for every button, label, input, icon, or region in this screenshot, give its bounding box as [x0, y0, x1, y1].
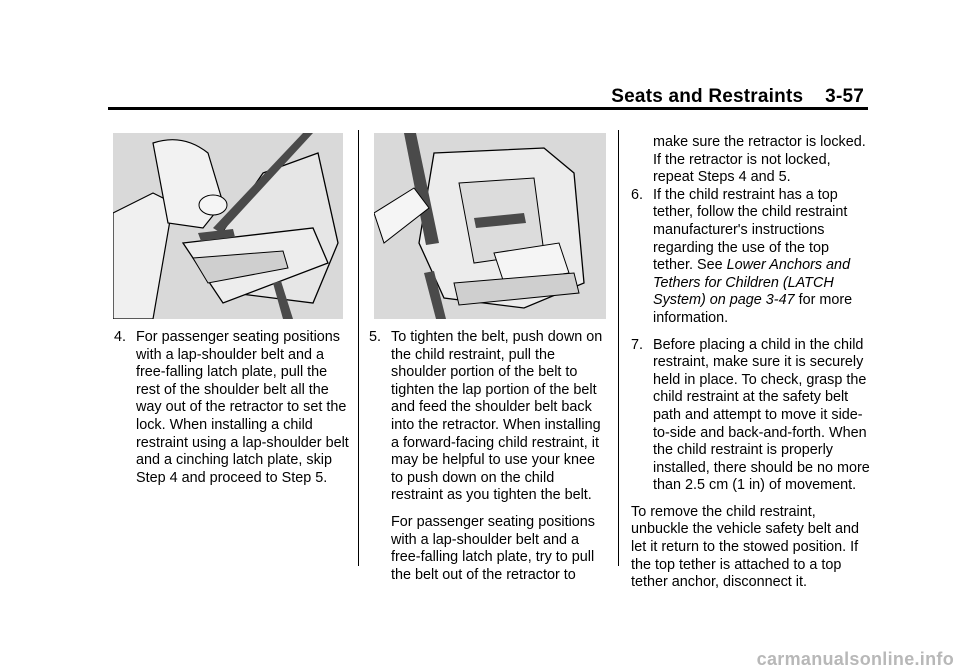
- column-2-text: [369, 329, 609, 584]
- step-6-text-after: for more information.: [653, 292, 853, 326]
- column-divider-2: [618, 130, 619, 566]
- illustration-drawing: [113, 133, 343, 319]
- column-divider-1: [358, 130, 359, 566]
- step-5-continued: make sure the retractor is locked. If the retractor is not locked, repeat Steps 4 and 5.: [653, 134, 866, 186]
- step-number: 4.: [114, 329, 127, 345]
- page-header: [611, 86, 864, 108]
- step-number: 5.: [369, 329, 382, 345]
- watermark: carmanualsonline.info: [756, 649, 954, 669]
- section-title: Seats and Restraints: [611, 86, 804, 107]
- step-4: [114, 329, 350, 487]
- step-number: 7.: [631, 336, 644, 353]
- step-6: [631, 187, 871, 328]
- illustration-drawing: [374, 133, 606, 319]
- step-7: [631, 337, 871, 495]
- step-6-text-before: If the child restraint has a top tether, follow the child restraint manufacturer's instructions regarding the use of the top tether. See: [653, 186, 848, 274]
- illustration-pull-shoulder-belt: [113, 133, 343, 319]
- step-number: 6.: [631, 186, 644, 203]
- cross-reference-link: Lower Anchors and Tethers for Children (LATCH System) on page 3-47: [653, 257, 851, 309]
- step-text: For passenger seating positions with a lap-shoulder belt and a free-falling latch plate, pull the rest of the shoulder belt all the way out of the retractor to set the lock. When installing a child restraint using a lap-shoulder belt and a cinching latch plate, skip Step 4 and proceed to Step 5.: [136, 329, 349, 486]
- step-5: [369, 329, 609, 505]
- step-text: To tighten the belt, push down on the child restraint, pull the shoulder portion of the belt to tighten the lap portion of the belt and feed the shoulder belt back into the retractor. When installing a forward-facing child restraint, it may be helpful to use your knee to push down on the child restraint as you tighten the belt.: [391, 329, 603, 504]
- closing-paragraph: To remove the child restraint, unbuckle the vehicle safety belt and let it return to the stowed position. If the top tether is attached to a top tether anchor, disconnect it.: [631, 503, 860, 591]
- column-1-text: [114, 329, 350, 496]
- step-text: [653, 187, 871, 328]
- step-text: Before placing a child in the child restraint, make sure it is securely held in place. To check, grasp the child restraint at the safety belt path and attempt to move it side-to-side and back-and-forth. When the child restraint is properly installed, there should be no more than 2.5 cm (1 in) of movement.: [653, 336, 870, 494]
- column-3-text: [631, 134, 871, 592]
- header-rule: [108, 107, 868, 110]
- step-5-subparagraph: For passenger seating positions with a lap-shoulder belt and a free-falling latch plate, try to pull the belt out of the retractor to: [391, 513, 595, 583]
- illustration-tighten-belt: [374, 133, 606, 319]
- page-number: 3-57: [825, 86, 864, 107]
